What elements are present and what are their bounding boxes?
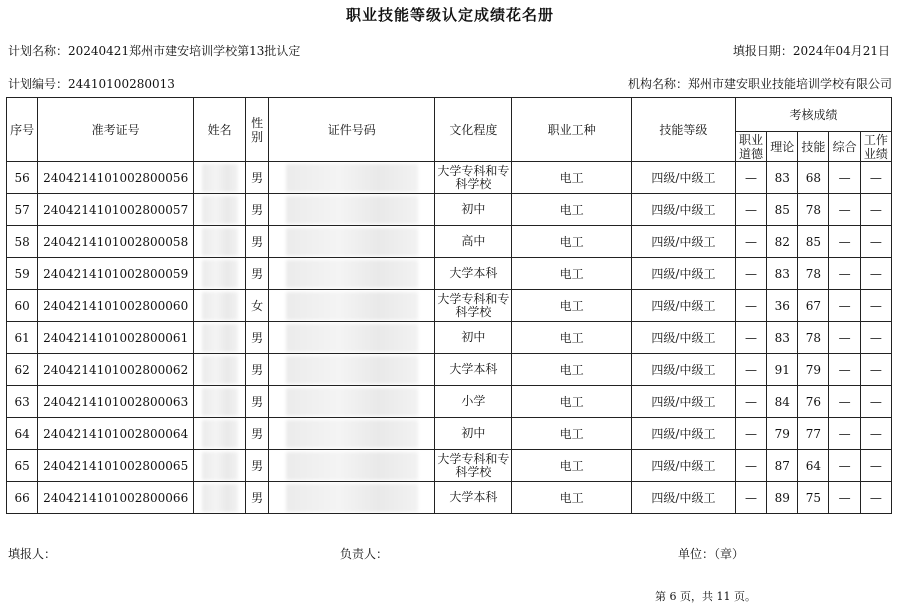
header-ticket: 准考证号 <box>38 98 194 162</box>
skill-score-cell: 79 <box>798 354 829 386</box>
table-row <box>7 162 892 194</box>
name-cell <box>194 258 246 290</box>
theory-score-cell: 83 <box>767 162 798 194</box>
name-cell <box>194 386 246 418</box>
comprehensive-score-cell: — <box>829 194 860 226</box>
ticket-cell: 2404214101002800065 <box>38 450 194 482</box>
gender-cell: 男 <box>246 162 269 194</box>
id-number-cell <box>269 386 435 418</box>
id-number-cell <box>269 322 435 354</box>
redacted-block <box>286 324 418 352</box>
gender-cell: 女 <box>246 290 269 322</box>
id-number-cell <box>269 354 435 386</box>
seq-cell: 62 <box>7 354 38 386</box>
table-row <box>7 194 892 226</box>
theory-score-cell: 36 <box>767 290 798 322</box>
job-cell: 电工 <box>512 482 632 514</box>
report-date: 填报日期：2024年04月21日 <box>732 44 890 58</box>
redacted-block <box>202 260 238 288</box>
ticket-cell: 2404214101002800059 <box>38 258 194 290</box>
comprehensive-score-cell: — <box>829 418 860 450</box>
comprehensive-score-cell: — <box>829 450 860 482</box>
skill-score-cell: 75 <box>798 482 829 514</box>
redacted-block <box>286 292 418 320</box>
skill-score-cell: 78 <box>798 258 829 290</box>
score-roster-table <box>6 97 892 514</box>
skill-score-cell: 68 <box>798 162 829 194</box>
gender-cell: 男 <box>246 322 269 354</box>
job-cell: 电工 <box>512 418 632 450</box>
redacted-block <box>202 452 238 480</box>
header-ethics: 职业道德 <box>735 132 766 162</box>
name-cell <box>194 162 246 194</box>
ticket-cell: 2404214101002800058 <box>38 226 194 258</box>
gender-cell: 男 <box>246 354 269 386</box>
skill-score-cell: 78 <box>798 194 829 226</box>
skill-score-cell: 85 <box>798 226 829 258</box>
level-cell: 四级/中级工 <box>631 290 735 322</box>
ethics-score-cell: — <box>735 322 766 354</box>
table-row <box>7 450 892 482</box>
gender-cell: 男 <box>246 450 269 482</box>
performance-score-cell: — <box>860 258 891 290</box>
name-cell <box>194 354 246 386</box>
gender-cell: 男 <box>246 258 269 290</box>
redacted-block <box>202 388 238 416</box>
education-cell: 初中 <box>435 418 512 450</box>
table-row <box>7 322 892 354</box>
redacted-block <box>286 420 418 448</box>
seq-cell: 65 <box>7 450 38 482</box>
header-job: 职业工种 <box>512 98 632 162</box>
redacted-block <box>286 452 418 480</box>
seq-cell: 56 <box>7 162 38 194</box>
theory-score-cell: 84 <box>767 386 798 418</box>
id-number-cell <box>269 290 435 322</box>
level-cell: 四级/中级工 <box>631 354 735 386</box>
education-cell: 大学本科 <box>435 482 512 514</box>
ticket-cell: 2404214101002800057 <box>38 194 194 226</box>
level-cell: 四级/中级工 <box>631 258 735 290</box>
redacted-block <box>202 228 238 256</box>
ethics-score-cell: — <box>735 450 766 482</box>
name-cell <box>194 418 246 450</box>
seq-cell: 63 <box>7 386 38 418</box>
gender-cell: 男 <box>246 194 269 226</box>
id-number-cell <box>269 482 435 514</box>
level-cell: 四级/中级工 <box>631 162 735 194</box>
footer-unit: 单位：（章） <box>678 547 745 561</box>
level-cell: 四级/中级工 <box>631 450 735 482</box>
ticket-cell: 2404214101002800060 <box>38 290 194 322</box>
theory-score-cell: 85 <box>767 194 798 226</box>
table-row <box>7 226 892 258</box>
redacted-block <box>286 228 418 256</box>
theory-score-cell: 79 <box>767 418 798 450</box>
header-comprehensive: 综合 <box>829 132 860 162</box>
job-cell: 电工 <box>512 354 632 386</box>
theory-score-cell: 83 <box>767 322 798 354</box>
header-id: 证件号码 <box>269 98 435 162</box>
theory-score-cell: 82 <box>767 226 798 258</box>
job-cell: 电工 <box>512 450 632 482</box>
theory-score-cell: 91 <box>767 354 798 386</box>
header-level: 技能等级 <box>631 98 735 162</box>
name-cell <box>194 322 246 354</box>
header-gender: 性别 <box>246 98 269 162</box>
theory-score-cell: 89 <box>767 482 798 514</box>
skill-score-cell: 77 <box>798 418 829 450</box>
skill-score-cell: 64 <box>798 450 829 482</box>
education-cell: 大学专科和专科学校 <box>435 162 512 194</box>
comprehensive-score-cell: — <box>829 322 860 354</box>
level-cell: 四级/中级工 <box>631 386 735 418</box>
performance-score-cell: — <box>860 322 891 354</box>
skill-score-cell: 78 <box>798 322 829 354</box>
redacted-block <box>202 484 238 512</box>
education-cell: 初中 <box>435 194 512 226</box>
header-performance: 工作业绩 <box>860 132 891 162</box>
seq-cell: 61 <box>7 322 38 354</box>
redacted-block <box>286 356 418 384</box>
theory-score-cell: 83 <box>767 258 798 290</box>
performance-score-cell: — <box>860 194 891 226</box>
ethics-score-cell: — <box>735 354 766 386</box>
ethics-score-cell: — <box>735 258 766 290</box>
redacted-block <box>286 388 418 416</box>
performance-score-cell: — <box>860 418 891 450</box>
ethics-score-cell: — <box>735 482 766 514</box>
redacted-block <box>286 164 418 192</box>
job-cell: 电工 <box>512 258 632 290</box>
education-cell: 初中 <box>435 322 512 354</box>
comprehensive-score-cell: — <box>829 482 860 514</box>
redacted-block <box>286 484 418 512</box>
ticket-cell: 2404214101002800062 <box>38 354 194 386</box>
seq-cell: 59 <box>7 258 38 290</box>
level-cell: 四级/中级工 <box>631 194 735 226</box>
skill-score-cell: 67 <box>798 290 829 322</box>
education-cell: 大学本科 <box>435 354 512 386</box>
id-number-cell <box>269 162 435 194</box>
redacted-block <box>202 356 238 384</box>
name-cell <box>194 450 246 482</box>
table-row <box>7 354 892 386</box>
redacted-block <box>202 164 238 192</box>
name-cell <box>194 194 246 226</box>
job-cell: 电工 <box>512 162 632 194</box>
redacted-block <box>202 292 238 320</box>
education-cell: 大学专科和专科学校 <box>435 450 512 482</box>
performance-score-cell: — <box>860 226 891 258</box>
performance-score-cell: — <box>860 162 891 194</box>
name-cell <box>194 482 246 514</box>
page-number: 第 6 页，共 11 页。 <box>655 590 756 603</box>
ethics-score-cell: — <box>735 162 766 194</box>
ethics-score-cell: — <box>735 386 766 418</box>
id-number-cell <box>269 226 435 258</box>
comprehensive-score-cell: — <box>829 354 860 386</box>
name-cell <box>194 290 246 322</box>
header-education: 文化程度 <box>435 98 512 162</box>
header-seq: 序号 <box>7 98 38 162</box>
redacted-block <box>202 324 238 352</box>
header-row <box>7 98 892 132</box>
ethics-score-cell: — <box>735 194 766 226</box>
ethics-score-cell: — <box>735 290 766 322</box>
table-row <box>7 418 892 450</box>
gender-cell: 男 <box>246 226 269 258</box>
footer-reporter: 填报人： <box>8 547 57 561</box>
id-number-cell <box>269 194 435 226</box>
redacted-block <box>202 420 238 448</box>
job-cell: 电工 <box>512 386 632 418</box>
education-cell: 大学专科和专科学校 <box>435 290 512 322</box>
comprehensive-score-cell: — <box>829 162 860 194</box>
performance-score-cell: — <box>860 482 891 514</box>
performance-score-cell: — <box>860 450 891 482</box>
seq-cell: 60 <box>7 290 38 322</box>
ticket-cell: 2404214101002800056 <box>38 162 194 194</box>
ticket-cell: 2404214101002800063 <box>38 386 194 418</box>
table-row <box>7 290 892 322</box>
performance-score-cell: — <box>860 386 891 418</box>
ticket-cell: 2404214101002800064 <box>38 418 194 450</box>
page-title: 职业技能等级认定成绩花名册 <box>345 6 554 24</box>
comprehensive-score-cell: — <box>829 386 860 418</box>
redacted-block <box>286 260 418 288</box>
seq-cell: 58 <box>7 226 38 258</box>
header-theory: 理论 <box>767 132 798 162</box>
performance-score-cell: — <box>860 354 891 386</box>
table-row <box>7 258 892 290</box>
skill-score-cell: 76 <box>798 386 829 418</box>
redacted-block <box>202 196 238 224</box>
comprehensive-score-cell: — <box>829 226 860 258</box>
level-cell: 四级/中级工 <box>631 418 735 450</box>
header-scores: 考核成绩 <box>735 98 891 132</box>
table-row <box>7 482 892 514</box>
comprehensive-score-cell: — <box>829 290 860 322</box>
gender-cell: 男 <box>246 386 269 418</box>
plan-number: 计划编号：24410100280013 <box>8 77 175 91</box>
header-skill: 技能 <box>798 132 829 162</box>
org-name: 机构名称：郑州市建安职业技能培训学校有限公司 <box>627 77 892 91</box>
header-name: 姓名 <box>194 98 246 162</box>
education-cell: 小学 <box>435 386 512 418</box>
name-cell <box>194 226 246 258</box>
id-number-cell <box>269 418 435 450</box>
job-cell: 电工 <box>512 194 632 226</box>
id-number-cell <box>269 450 435 482</box>
ticket-cell: 2404214101002800061 <box>38 322 194 354</box>
ethics-score-cell: — <box>735 418 766 450</box>
education-cell: 大学本科 <box>435 258 512 290</box>
seq-cell: 57 <box>7 194 38 226</box>
theory-score-cell: 87 <box>767 450 798 482</box>
level-cell: 四级/中级工 <box>631 322 735 354</box>
gender-cell: 男 <box>246 418 269 450</box>
id-number-cell <box>269 258 435 290</box>
job-cell: 电工 <box>512 226 632 258</box>
redacted-block <box>286 196 418 224</box>
ticket-cell: 2404214101002800066 <box>38 482 194 514</box>
performance-score-cell: — <box>860 290 891 322</box>
education-cell: 高中 <box>435 226 512 258</box>
level-cell: 四级/中级工 <box>631 226 735 258</box>
ethics-score-cell: — <box>735 226 766 258</box>
seq-cell: 64 <box>7 418 38 450</box>
level-cell: 四级/中级工 <box>631 482 735 514</box>
plan-name: 计划名称：20240421郑州市建安培训学校第13批认定 <box>8 44 301 58</box>
seq-cell: 66 <box>7 482 38 514</box>
gender-cell: 男 <box>246 482 269 514</box>
table-row <box>7 386 892 418</box>
footer-responsible: 负责人： <box>340 547 389 561</box>
job-cell: 电工 <box>512 322 632 354</box>
comprehensive-score-cell: — <box>829 258 860 290</box>
job-cell: 电工 <box>512 290 632 322</box>
